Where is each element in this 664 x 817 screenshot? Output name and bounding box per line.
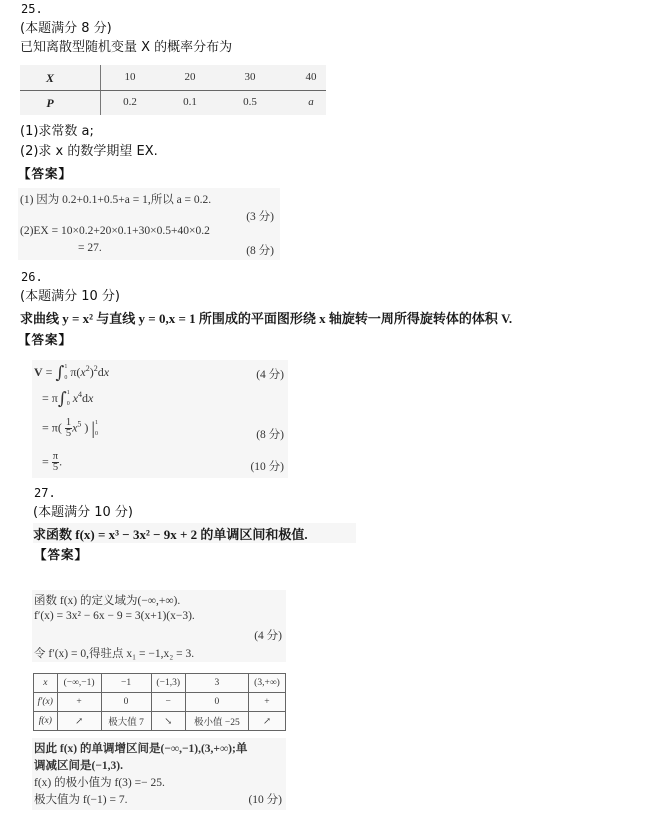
question-26-prompt: 求曲线 y = x² 与直线 y = 0,x = 1 所围成的平面图形绕 x 轴旋转一周所得旋转体的体积 V. (20, 311, 513, 326)
score-marker: (10 分) (248, 794, 282, 806)
integral-sign: ∫ (55, 363, 65, 383)
table-cell: f′(x) (34, 693, 58, 712)
question-27-number: 27. (34, 486, 56, 500)
conclusion-line: 极大值为 f(−1) = 7. (34, 794, 128, 806)
table-header-value: 30 (244, 71, 256, 83)
monotonicity-table (33, 673, 286, 731)
answer-block-26 (32, 360, 288, 478)
question-25-number: 25. (21, 2, 43, 16)
question-26-score: (本题满分 10 分) (20, 289, 120, 304)
table-cell: (−∞,−1) (57, 674, 101, 693)
table-cell: − (151, 693, 185, 712)
score-marker: (8 分) (246, 245, 274, 257)
score-marker: (4 分) (254, 630, 282, 642)
table-cell: 极小值 −25 (185, 712, 248, 731)
sub-question-1: (1)求常数 a; (20, 124, 94, 139)
table-cell-probability: 0.2 (123, 96, 137, 108)
increasing-arrow-icon: ↗ (248, 712, 285, 731)
question-26-number: 26. (21, 270, 43, 284)
table-divider-horizontal (20, 90, 326, 91)
table-header-x: X (45, 71, 54, 85)
answer-label-25: 【答案】 (18, 166, 73, 181)
table-row-label-p: P (46, 96, 54, 110)
table-cell: (3,+∞) (248, 674, 285, 693)
score-marker: (8 分) (256, 429, 284, 441)
conclusion-line: 因此 f(x) 的单调增区间是(−∞,−1),(3,+∞);单 (34, 743, 248, 755)
table-header-value: 10 (124, 71, 136, 83)
question-25-score: (本题满分 8 分) (20, 21, 112, 36)
integral-line-1: V = ∫ 1 0 $\pi(x^2)^2dx$ (34, 363, 110, 383)
answer-line: 函数 f(x) 的定义域为(−∞,+∞). (34, 595, 181, 607)
answer-line: 令 f′(x) = 0,得驻点 x₁ = −1,x₂ = 3. (34, 648, 195, 660)
table-header-value: 20 (184, 71, 196, 83)
question-25-prompt: 已知离散型随机变量 X 的概率分布为 (20, 40, 233, 55)
answer-block-25 (18, 188, 280, 260)
question-27-score: (本题满分 10 分) (33, 505, 133, 520)
table-cell: (−1,3) (151, 674, 185, 693)
table-row (34, 674, 286, 693)
answer-line: (2)EX = 10×0.2+20×0.1+30×0.5+40×0.2 (20, 225, 210, 237)
integral-sign: ∫ (57, 389, 67, 409)
table-cell: −1 (101, 674, 151, 693)
question-27-prompt: 求函数 f(x) = x³ − 3x² − 9x + 2 的单调区间和极值. (33, 527, 308, 542)
conclusion-line: 调减区间是(−1,3). (34, 760, 123, 772)
table-cell-probability: 0.5 (243, 96, 257, 108)
integral-line-4: = $\frac{\pi}{5}$ . (42, 451, 63, 473)
table-cell: 极大值 7 (101, 712, 151, 731)
table-cell: + (248, 693, 285, 712)
score-marker: (4 分) (256, 369, 284, 381)
answer-line: = 27. (78, 242, 102, 254)
answer-label-26: 【答案】 (18, 332, 73, 347)
table-cell: 0 (101, 693, 151, 712)
table-cell-probability: a (308, 96, 314, 108)
table-cell: f(x) (34, 712, 58, 731)
conclusion-block-27 (32, 738, 286, 810)
table-row (34, 693, 286, 712)
conclusion-line: f(x) 的极小值为 f(3) =− 25. (34, 777, 165, 789)
table-cell: + (57, 693, 101, 712)
table-cell-probability: 0.1 (183, 96, 197, 108)
table-cell: 0 (185, 693, 248, 712)
question-27-prompt-bg (33, 523, 356, 543)
answer-block-27 (32, 590, 286, 662)
answer-line: (1) 因为 0.2+0.1+0.5+a = 1,所以 a = 0.2. (20, 194, 212, 206)
integral-line-2: = π∫ 1 0 $x^4dx$ (42, 389, 94, 409)
answer-line: f′(x) = 3x² − 6x − 9 = 3(x+1)(x−3). (34, 610, 195, 622)
integral-line-3: = π( $\frac{1}{5}$ $x^5$ ) | 1 0 (42, 417, 99, 439)
increasing-arrow-icon: ↗ (57, 712, 101, 731)
score-marker: (3 分) (246, 211, 274, 223)
table-row (34, 712, 286, 731)
table-cell: x (34, 674, 58, 693)
probability-distribution-table (20, 65, 326, 115)
answer-label-27: 【答案】 (34, 547, 89, 562)
sub-question-2: (2)求 x 的数学期望 EX. (20, 144, 158, 159)
table-header-value: 40 (305, 71, 317, 83)
table-cell: 3 (185, 674, 248, 693)
decreasing-arrow-icon: ↘ (151, 712, 185, 731)
score-marker: (10 分) (250, 461, 284, 473)
